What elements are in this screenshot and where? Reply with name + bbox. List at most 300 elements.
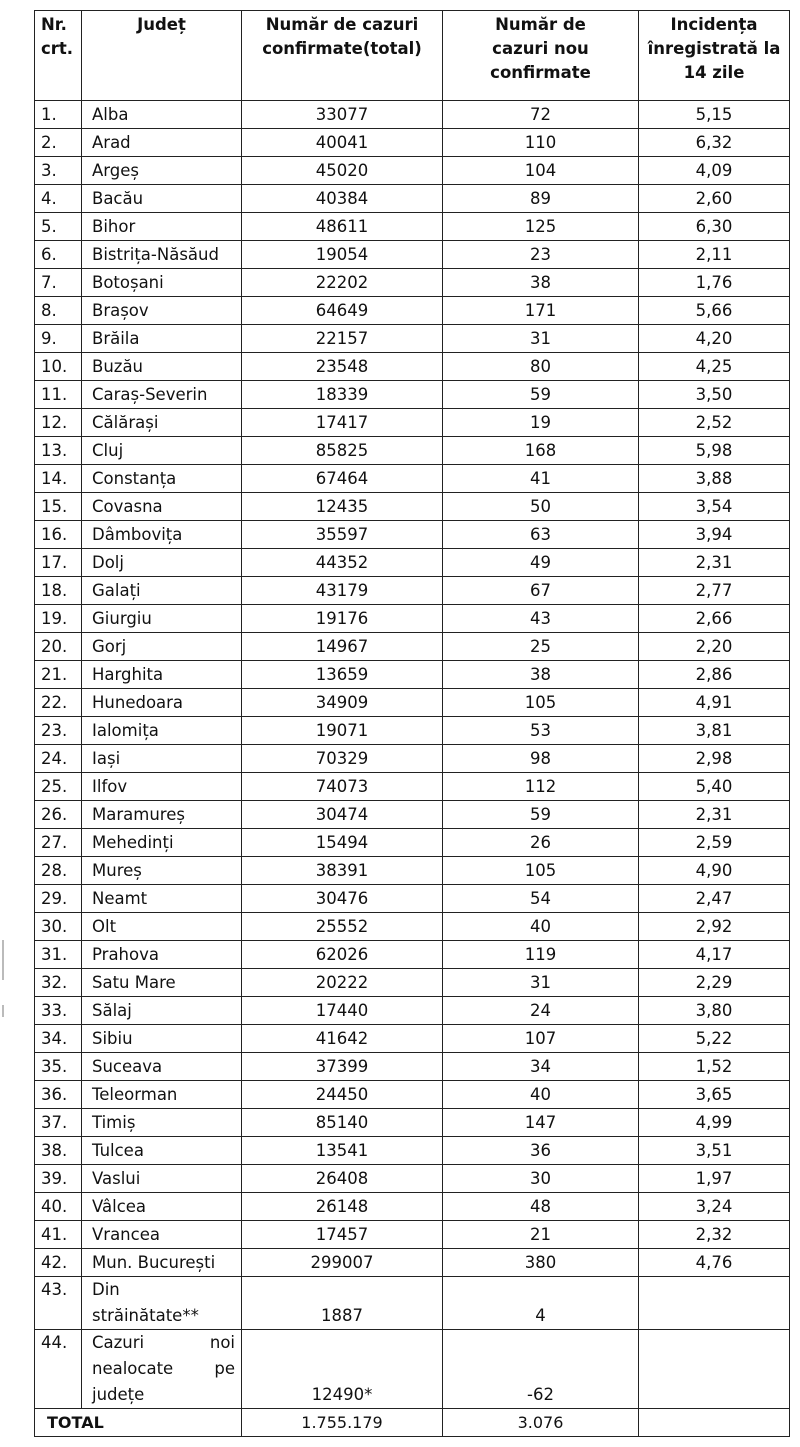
- table-row: [35, 717, 790, 745]
- table-row: [35, 521, 790, 549]
- cell-nr: 21.: [35, 661, 82, 689]
- cell-new: 112: [443, 773, 639, 801]
- cell-new: 53: [443, 717, 639, 745]
- cell-new: 43: [443, 605, 639, 633]
- cell-new: 105: [443, 689, 639, 717]
- cell-total: 62026: [242, 941, 443, 969]
- cell-new: -62: [443, 1330, 639, 1409]
- cell-judet: Argeș: [82, 157, 242, 185]
- table-row: [35, 213, 790, 241]
- cell-nr: 17.: [35, 549, 82, 577]
- cell-judet: Bacău: [82, 185, 242, 213]
- cell-incidence: 4,99: [639, 1109, 790, 1137]
- cell-nr: 32.: [35, 969, 82, 997]
- cell-new: 147: [443, 1109, 639, 1137]
- table-row: [35, 885, 790, 913]
- county-cases-table-sheet: [34, 10, 790, 1437]
- cell-nr: 5.: [35, 213, 82, 241]
- cell-judet: Sălaj: [82, 997, 242, 1025]
- cell-new-sum: 3.076: [443, 1409, 639, 1437]
- cell-judet: Buzău: [82, 353, 242, 381]
- cell-total: 38391: [242, 857, 443, 885]
- cell-total: 22157: [242, 325, 443, 353]
- cell-judet: Teleorman: [82, 1081, 242, 1109]
- cell-new: 4: [443, 1277, 639, 1330]
- cell-nr: 26.: [35, 801, 82, 829]
- cell-nr: 41.: [35, 1221, 82, 1249]
- cell-nr: 40.: [35, 1193, 82, 1221]
- header-inc-line2: înregistrată la: [647, 39, 781, 58]
- margin-mark: [2, 1005, 4, 1017]
- table-row: [35, 969, 790, 997]
- cell-total: 12435: [242, 493, 443, 521]
- table-row: [35, 381, 790, 409]
- table-row: [35, 157, 790, 185]
- cell-total: 26408: [242, 1165, 443, 1193]
- table-row: [35, 1165, 790, 1193]
- table-row: [35, 269, 790, 297]
- cell-total: 15494: [242, 829, 443, 857]
- cell-judet: Bistrița-Năsăud: [82, 241, 242, 269]
- cell-incidence: 2,29: [639, 969, 790, 997]
- cell-total: 40041: [242, 129, 443, 157]
- cell-judet: Arad: [82, 129, 242, 157]
- cell-nr: 35.: [35, 1053, 82, 1081]
- table-row: [35, 241, 790, 269]
- cell-total-sum: 1.755.179: [242, 1409, 443, 1437]
- cell-nr: 31.: [35, 941, 82, 969]
- header-nr-line2: crt.: [41, 39, 74, 58]
- cell-nr: 38.: [35, 1137, 82, 1165]
- table-row: [35, 1193, 790, 1221]
- cell-incidence: 2,20: [639, 633, 790, 661]
- table-row: [35, 1109, 790, 1137]
- cell-nr: 8.: [35, 297, 82, 325]
- cell-judet: Gorj: [82, 633, 242, 661]
- cell-incidence: 2,60: [639, 185, 790, 213]
- cell-nr: 42.: [35, 1249, 82, 1277]
- cell-new: 30: [443, 1165, 639, 1193]
- cell-total: 18339: [242, 381, 443, 409]
- cell-incidence: 2,77: [639, 577, 790, 605]
- cell-new: 168: [443, 437, 639, 465]
- cell-incidence: 2,86: [639, 661, 790, 689]
- margin-mark: [2, 940, 4, 980]
- cell-judet: Bihor: [82, 213, 242, 241]
- cell-new: 50: [443, 493, 639, 521]
- header-total-line1: Număr de cazuri: [265, 15, 419, 34]
- cell-incidence: 2,92: [639, 913, 790, 941]
- cell-judet-line1: [92, 1330, 235, 1356]
- cell-incidence: 3,80: [639, 997, 790, 1025]
- cell-incidence: 2,59: [639, 829, 790, 857]
- cell-nr: 16.: [35, 521, 82, 549]
- cell-new: 38: [443, 269, 639, 297]
- cell-judet-line2: [92, 1356, 235, 1382]
- cell-judet: Vâlcea: [82, 1193, 242, 1221]
- cell-incidence: 3,81: [639, 717, 790, 745]
- cell-nr: 29.: [35, 885, 82, 913]
- cell-judet: Brașov: [82, 297, 242, 325]
- cell-total: 19054: [242, 241, 443, 269]
- cell-new: 380: [443, 1249, 639, 1277]
- cell-total: 14967: [242, 633, 443, 661]
- table-row: [35, 129, 790, 157]
- table-row: [35, 997, 790, 1025]
- cell-incidence: [639, 1330, 790, 1409]
- cell-incidence: 3,88: [639, 465, 790, 493]
- cell-incidence: 4,90: [639, 857, 790, 885]
- cell-new: 34: [443, 1053, 639, 1081]
- cell-judet: [82, 1277, 242, 1330]
- table-row: [35, 465, 790, 493]
- table-row: [35, 857, 790, 885]
- cell-incidence: 5,40: [639, 773, 790, 801]
- cell-new: 105: [443, 857, 639, 885]
- header-new-cases: [443, 11, 639, 101]
- cell-total: 48611: [242, 213, 443, 241]
- table-row: [35, 829, 790, 857]
- cell-new: 125: [443, 213, 639, 241]
- cell-nr: 39.: [35, 1165, 82, 1193]
- table-row: [35, 801, 790, 829]
- cell-incidence: 3,54: [639, 493, 790, 521]
- cell-incidence: 2,31: [639, 801, 790, 829]
- table-row: [35, 745, 790, 773]
- cell-total: 64649: [242, 297, 443, 325]
- cell-new: 59: [443, 801, 639, 829]
- cell-new: 25: [443, 633, 639, 661]
- header-judet: [82, 11, 242, 101]
- cell-judet: Vrancea: [82, 1221, 242, 1249]
- cell-judet: Giurgiu: [82, 605, 242, 633]
- cell-new: 24: [443, 997, 639, 1025]
- cell-nr: 15.: [35, 493, 82, 521]
- cell-judet: Neamt: [82, 885, 242, 913]
- cell-incidence: 5,22: [639, 1025, 790, 1053]
- cell-judet: Mehedinți: [82, 829, 242, 857]
- cell-incidence: 4,25: [639, 353, 790, 381]
- cell-nr: 3.: [35, 157, 82, 185]
- header-inc-line3: 14 zile: [683, 63, 745, 82]
- header-nr-line1: Nr.: [41, 15, 67, 34]
- cell-total: 25552: [242, 913, 443, 941]
- cell-nr: 22.: [35, 689, 82, 717]
- word: pe: [214, 1359, 235, 1378]
- cell-total: 43179: [242, 577, 443, 605]
- header-inc-line1: Incidența: [670, 15, 758, 34]
- table-row: [35, 605, 790, 633]
- cell-nr: 14.: [35, 465, 82, 493]
- word: nealocate: [92, 1359, 174, 1378]
- cell-judet: Botoșani: [82, 269, 242, 297]
- cell-total: 30476: [242, 885, 443, 913]
- cell-incidence: 5,66: [639, 297, 790, 325]
- cell-judet: Constanța: [82, 465, 242, 493]
- cell-judet: Ialomița: [82, 717, 242, 745]
- cell-nr: 18.: [35, 577, 82, 605]
- cell-incidence: 3,50: [639, 381, 790, 409]
- cell-judet: Maramureș: [82, 801, 242, 829]
- cell-total: 33077: [242, 101, 443, 129]
- header-judet-text: Județ: [137, 15, 186, 34]
- table-row: [35, 773, 790, 801]
- cell-judet-line3: județe: [92, 1385, 145, 1404]
- cell-total-label: TOTAL: [35, 1409, 242, 1437]
- table-row: [35, 913, 790, 941]
- cell-nr: 19.: [35, 605, 82, 633]
- cell-incidence: 4,17: [639, 941, 790, 969]
- header-noi-line3: confirmate: [490, 63, 591, 82]
- cell-total: 13541: [242, 1137, 443, 1165]
- cell-total: 19176: [242, 605, 443, 633]
- table-row: [35, 661, 790, 689]
- table-row: [35, 409, 790, 437]
- cell-judet: Ilfov: [82, 773, 242, 801]
- cell-new: 40: [443, 913, 639, 941]
- word: noi: [209, 1333, 235, 1352]
- cell-total: 30474: [242, 801, 443, 829]
- cell-incidence: 3,51: [639, 1137, 790, 1165]
- header-nr: [35, 11, 82, 101]
- cell-judet: Timiș: [82, 1109, 242, 1137]
- table-row-unallocated: [35, 1330, 790, 1409]
- table-row: [35, 1137, 790, 1165]
- table-row: [35, 325, 790, 353]
- cell-nr: 1.: [35, 101, 82, 129]
- table-row: [35, 577, 790, 605]
- header-total-line2: confirmate(total): [262, 39, 422, 58]
- cell-nr: 4.: [35, 185, 82, 213]
- table-row: [35, 493, 790, 521]
- cell-nr: 44.: [35, 1330, 82, 1409]
- cell-total: 85140: [242, 1109, 443, 1137]
- cell-new: 89: [443, 185, 639, 213]
- cell-incidence: 2,11: [639, 241, 790, 269]
- cell-judet: Satu Mare: [82, 969, 242, 997]
- cell-total: 41642: [242, 1025, 443, 1053]
- table-body: [35, 101, 790, 1437]
- cell-incidence: 4,20: [639, 325, 790, 353]
- cell-nr: 30.: [35, 913, 82, 941]
- cell-judet: Covasna: [82, 493, 242, 521]
- cell-new: 36: [443, 1137, 639, 1165]
- cell-judet: Cluj: [82, 437, 242, 465]
- table-row: [35, 1221, 790, 1249]
- cell-nr: 25.: [35, 773, 82, 801]
- cell-nr: 9.: [35, 325, 82, 353]
- cell-incidence: 4,91: [639, 689, 790, 717]
- header-total-cases: [242, 11, 443, 101]
- cell-new: 63: [443, 521, 639, 549]
- cell-new: 23: [443, 241, 639, 269]
- cell-incidence: 3,65: [639, 1081, 790, 1109]
- cell-nr: 37.: [35, 1109, 82, 1137]
- cell-total: 17457: [242, 1221, 443, 1249]
- table-row: [35, 1025, 790, 1053]
- cell-judet: Suceava: [82, 1053, 242, 1081]
- cell-new: 67: [443, 577, 639, 605]
- cell-nr: 33.: [35, 997, 82, 1025]
- table-row: [35, 101, 790, 129]
- cell-total: 24450: [242, 1081, 443, 1109]
- cell-incidence: 5,15: [639, 101, 790, 129]
- cell-incidence: 2,52: [639, 409, 790, 437]
- cell-judet: Alba: [82, 101, 242, 129]
- cell-total: 40384: [242, 185, 443, 213]
- cell-nr: 20.: [35, 633, 82, 661]
- cell-total: 37399: [242, 1053, 443, 1081]
- table-row: [35, 633, 790, 661]
- cell-total: 19071: [242, 717, 443, 745]
- cell-new: 54: [443, 885, 639, 913]
- cell-judet: Dâmbovița: [82, 521, 242, 549]
- cell-new: 19: [443, 409, 639, 437]
- cell-total: 299007: [242, 1249, 443, 1277]
- cell-total: 74073: [242, 773, 443, 801]
- cell-new: 38: [443, 661, 639, 689]
- word: Cazuri: [92, 1333, 145, 1352]
- cell-judet: Sibiu: [82, 1025, 242, 1053]
- cell-nr: 12.: [35, 409, 82, 437]
- cell-incidence: 3,94: [639, 521, 790, 549]
- cell-incidence-sum: [639, 1409, 790, 1437]
- table-row: [35, 185, 790, 213]
- cell-new: 49: [443, 549, 639, 577]
- cell-judet: Harghita: [82, 661, 242, 689]
- cell-judet-line1: Din: [92, 1280, 120, 1299]
- cell-judet: Tulcea: [82, 1137, 242, 1165]
- cell-total: 85825: [242, 437, 443, 465]
- cell-judet-line2: străinătate**: [92, 1306, 199, 1325]
- table-header-row: [35, 11, 790, 101]
- cell-judet: Prahova: [82, 941, 242, 969]
- cell-new: 48: [443, 1193, 639, 1221]
- cell-new: 31: [443, 969, 639, 997]
- cell-nr: 13.: [35, 437, 82, 465]
- cell-new: 104: [443, 157, 639, 185]
- cell-total: 17440: [242, 997, 443, 1025]
- cell-nr: 10.: [35, 353, 82, 381]
- cell-total: 26148: [242, 1193, 443, 1221]
- cell-new: 21: [443, 1221, 639, 1249]
- cell-new: 41: [443, 465, 639, 493]
- header-noi-line2: cazuri nou: [492, 39, 589, 58]
- cell-incidence: 1,97: [639, 1165, 790, 1193]
- cell-incidence: [639, 1277, 790, 1330]
- cell-total: 20222: [242, 969, 443, 997]
- cell-incidence: 1,52: [639, 1053, 790, 1081]
- header-incidence: [639, 11, 790, 101]
- cell-nr: 23.: [35, 717, 82, 745]
- cell-incidence: 2,47: [639, 885, 790, 913]
- cell-incidence: 2,32: [639, 1221, 790, 1249]
- cell-nr: 6.: [35, 241, 82, 269]
- cell-total: 12490*: [242, 1330, 443, 1409]
- table-row-total: [35, 1409, 790, 1437]
- cell-new: 110: [443, 129, 639, 157]
- cell-new: 107: [443, 1025, 639, 1053]
- cell-new: 80: [443, 353, 639, 381]
- cell-total: 45020: [242, 157, 443, 185]
- cell-total: 44352: [242, 549, 443, 577]
- cell-total: 67464: [242, 465, 443, 493]
- cell-nr: 24.: [35, 745, 82, 773]
- cell-new: 40: [443, 1081, 639, 1109]
- cell-judet: Galați: [82, 577, 242, 605]
- cell-total: 35597: [242, 521, 443, 549]
- cell-nr: 36.: [35, 1081, 82, 1109]
- table-row: [35, 941, 790, 969]
- cell-incidence: 4,09: [639, 157, 790, 185]
- table-row: [35, 353, 790, 381]
- cell-new: 31: [443, 325, 639, 353]
- cell-judet: [82, 1330, 242, 1409]
- cell-new: 98: [443, 745, 639, 773]
- cell-judet: Mun. București: [82, 1249, 242, 1277]
- cell-nr: 2.: [35, 129, 82, 157]
- cell-nr: 43.: [35, 1277, 82, 1330]
- table-row: [35, 1249, 790, 1277]
- cell-incidence: 6,30: [639, 213, 790, 241]
- cell-new: 72: [443, 101, 639, 129]
- cell-new: 119: [443, 941, 639, 969]
- table-row: [35, 1081, 790, 1109]
- cell-incidence: 2,98: [639, 745, 790, 773]
- table-row-abroad: [35, 1277, 790, 1330]
- cell-total: 22202: [242, 269, 443, 297]
- cell-nr: 28.: [35, 857, 82, 885]
- cell-total: 17417: [242, 409, 443, 437]
- cell-total: 1887: [242, 1277, 443, 1330]
- cell-incidence: 5,98: [639, 437, 790, 465]
- cell-nr: 27.: [35, 829, 82, 857]
- cell-judet: Mureș: [82, 857, 242, 885]
- cell-judet: Călărași: [82, 409, 242, 437]
- cell-judet: Brăila: [82, 325, 242, 353]
- cell-new: 26: [443, 829, 639, 857]
- header-noi-line1: Număr de: [495, 15, 586, 34]
- table-row: [35, 297, 790, 325]
- cell-new: 59: [443, 381, 639, 409]
- table-row: [35, 689, 790, 717]
- cell-new: 171: [443, 297, 639, 325]
- cell-total: 13659: [242, 661, 443, 689]
- cell-incidence: 2,66: [639, 605, 790, 633]
- cell-judet: Dolj: [82, 549, 242, 577]
- cell-incidence: 1,76: [639, 269, 790, 297]
- cell-incidence: 6,32: [639, 129, 790, 157]
- cell-judet: Iași: [82, 745, 242, 773]
- cell-incidence: 4,76: [639, 1249, 790, 1277]
- cell-incidence: 3,24: [639, 1193, 790, 1221]
- cell-nr: 7.: [35, 269, 82, 297]
- cell-incidence: 2,31: [639, 549, 790, 577]
- table-row: [35, 1053, 790, 1081]
- cell-nr: 34.: [35, 1025, 82, 1053]
- county-cases-table: [34, 10, 790, 1437]
- cell-total: 23548: [242, 353, 443, 381]
- table-row: [35, 437, 790, 465]
- cell-judet: Vaslui: [82, 1165, 242, 1193]
- cell-total: 34909: [242, 689, 443, 717]
- cell-judet: Olt: [82, 913, 242, 941]
- cell-judet: Caraș-Severin: [82, 381, 242, 409]
- cell-judet: Hunedoara: [82, 689, 242, 717]
- cell-nr: 11.: [35, 381, 82, 409]
- cell-total: 70329: [242, 745, 443, 773]
- table-row: [35, 549, 790, 577]
